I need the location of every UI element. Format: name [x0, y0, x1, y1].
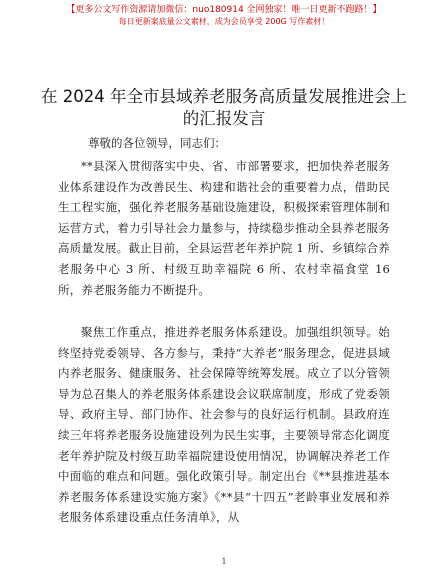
body-paragraph-2: 聚焦工作重点，推进养老服务体系建设。加强组织领导。始终坚持党委领导、各方参与，秉持“大养老”服务理念，促进县域内养老服务、健康服务、社会保障等统筹发展。成立了以分管领导为总召集人的养老服务体系建设会议联席制度，形成了党委领导、政府主导、部门协作、社会参与的良好运行机制。县政府连续三年将养老服务设施建设列为民生实事，主要领导常态化调度老年养护院及村级互助幸福院建设使用情况，协调解决养老工作中面临的难点和问题。强化政策引导。制定出台《**县推进基本养老服务体系建设实施方案》《**县“十四五”老龄事业发展和养老服务体系建设重点任务清单》，从 [58, 325, 390, 525]
body-paragraph-1: **县深入贯彻落实中央、省、市部署要求，把加快养老服务业体系建设作为改善民生、构建和谐社会的重要着力点，借助民生工程实施，强化养老服务基础设施建设，积极探索管理体制和运营方式，着力引导社会力量参与，持续稳步推动全县养老服务高质量发展。截止目前，全县运营老年养护院 1 所、乡镇综合养老服务中心 3 所、村级互助幸福院 6 所、农村幸福食堂 16 所，养老服务能力不断提升。 [58, 159, 390, 297]
promo-banner-line-2: 每日更新案底量公文素材，成为会员享受 200G 写作素材！ [118, 17, 330, 26]
promo-banner [0, 4, 448, 27]
promo-banner-line-1: 【更多公文写作资源请加微信：nuo180914 全网独家！唯一日更新不跑路！】 [66, 5, 382, 15]
page-number: 1 [221, 557, 227, 566]
salutation: 尊敬的各位领导，同志们： [88, 136, 226, 150]
document-title: 在 2024 年全市县域养老服务高质量发展推进会上的汇报发言 [41, 87, 407, 128]
